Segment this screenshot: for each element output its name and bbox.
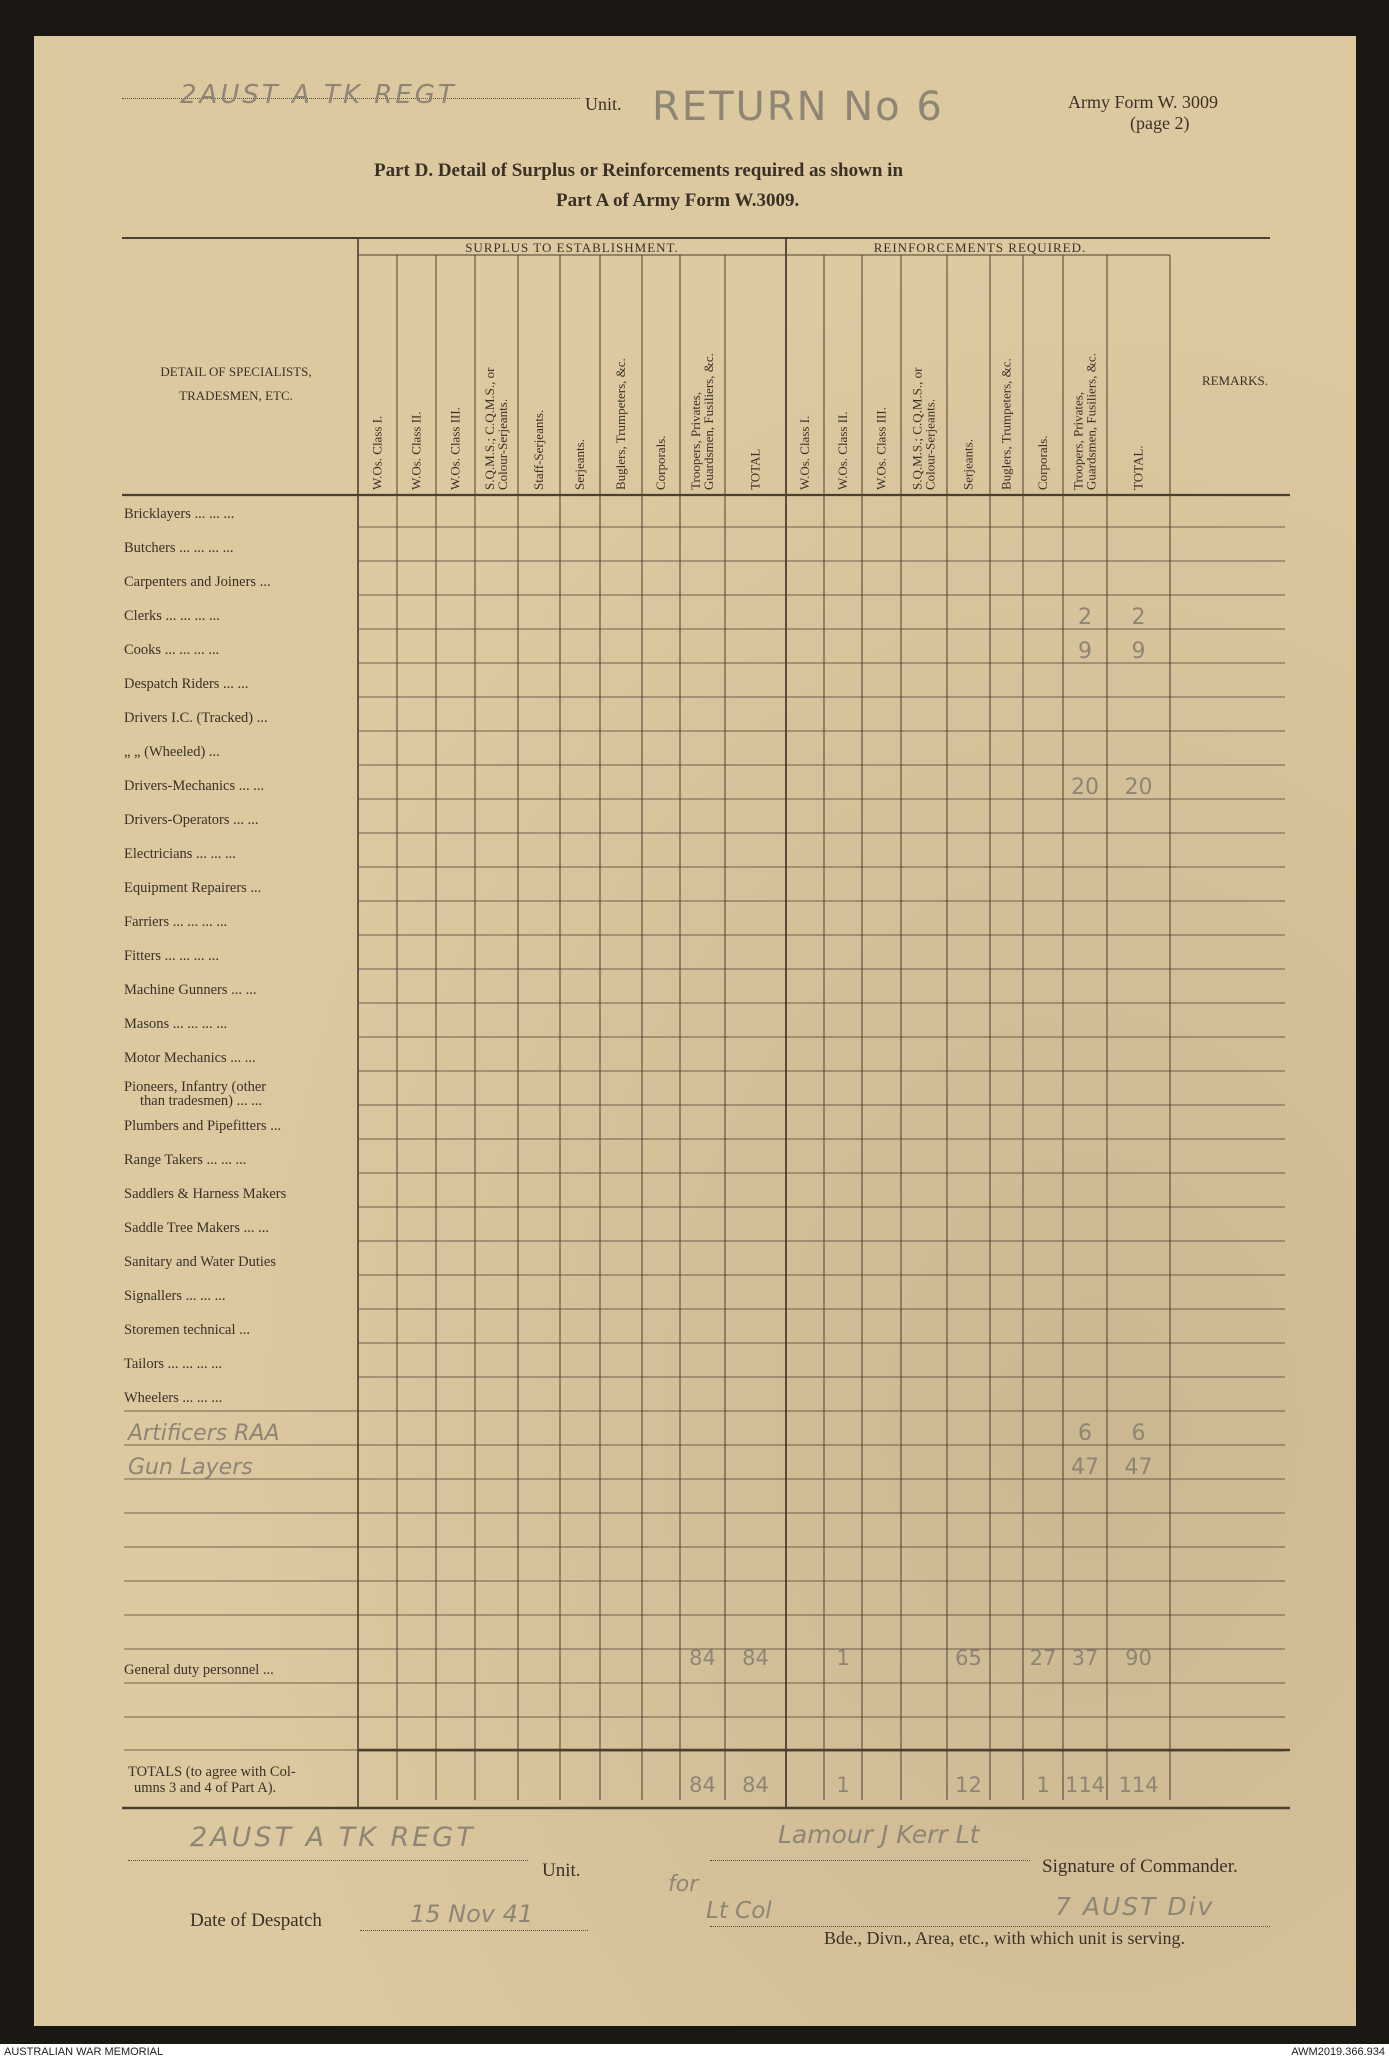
gd-surplus-total: 84 [742,1646,769,1670]
row-label: Sanitary and Water Duties [124,1254,276,1270]
row-label: Cooks ... ... ... ... [124,642,220,658]
row-label: Clerks ... ... ... ... [124,608,220,624]
totals-reinf-serjeants: 12 [955,1773,982,1797]
reinf-column-header: Buglers, Trumpeters, &c. [998,358,1014,490]
row-label: Despatch Riders ... ... [124,676,249,692]
return-number: RETURN No 6 [652,84,944,130]
total-entry: 47 [1124,1455,1153,1480]
remarks-header: REMARKS. [1201,373,1269,388]
row-label: Butchers ... ... ... ... [124,540,234,556]
page-subtitle: Part A of Army Form W.3009. [556,190,800,211]
troopers-entry: 2 [1078,605,1092,630]
reinforcements-header: REINFORCEMENTS REQUIRED. [873,240,1087,255]
row-label: Bricklayers ... ... ... [124,506,235,522]
page-title: Part D. Detail of Surplus or Reinforcements required as shown in [374,160,904,181]
row-label: Drivers I.C. (Tracked) ... [124,710,268,726]
archive-name: AUSTRALIAN WAR MEMORIAL [4,2046,164,2058]
total-entry: 9 [1131,639,1146,664]
signature-label: Signature of Commander. [1042,1856,1238,1877]
totals-label: TOTALS (to agree with Col- [128,1764,296,1780]
archive-footer [0,2044,1389,2061]
total-entry: 2 [1131,605,1146,630]
reinf-column-header: W.Os. Class III. [873,407,889,490]
reinf-column-header: Colour-Serjeants. [922,398,938,490]
division-line [710,1926,1270,1927]
row-label: Range Takers ... ... ... [124,1152,247,1168]
totals-reinf-corporals: 1 [1036,1773,1050,1797]
row-label: Plumbers and Pipefitters ... [124,1118,282,1134]
unit-label: Unit. [585,94,622,114]
row-label: Pioneers, Infantry (other [124,1079,267,1095]
surplus-column-header: S.Q.M.S.; C.Q.M.S., or [482,367,497,490]
row-label: Masons ... ... ... ... [124,1016,228,1032]
signature-line [710,1860,1030,1861]
row-label: Tailors ... ... ... ... [124,1356,223,1372]
bde-label: Bde., Divn., Area, etc., with which unit is serving. [824,1928,1185,1948]
row-label: Saddle Tree Makers ... ... [124,1220,269,1236]
troopers-entry: 6 [1078,1421,1092,1446]
surplus-column-header: W.Os. Class III. [447,407,463,490]
row-label: Drivers-Mechanics ... ... [124,778,265,794]
totals-surplus-total: 84 [742,1773,769,1797]
gd-surplus-troopers: 84 [689,1646,716,1670]
surplus-column-header: Colour-Serjeants. [495,398,510,490]
row-label-handwritten: Artificers RAA [128,1421,280,1446]
row-label: Machine Gunners ... ... [124,982,257,998]
detail-header-2: TRADESMEN, ETC. [179,388,293,403]
archive-accession: AWM2019.366.934 [1291,2046,1385,2058]
totals-reinf-wo2: 1 [836,1773,850,1797]
surplus-column-header: TOTAL [747,448,763,490]
row-label: Farriers ... ... ... ... [124,914,228,930]
reinf-column-header: Troopers, Privates, [1070,391,1086,490]
surplus-column-header: Serjeants. [572,439,587,490]
footer-unit-handwritten: 2AUST A TK REGT [190,1822,476,1853]
gd-reinf-total: 90 [1125,1646,1152,1670]
row-label-handwritten: Gun Layers [128,1455,253,1480]
surplus-column-header: Staff-Serjeants. [531,409,546,490]
surplus-column-header: W.Os. Class I. [369,415,385,490]
commander-signature: Lamour J Kerr Lt [778,1820,980,1849]
form-id: Army Form W. 3009 [1068,92,1219,112]
troopers-entry: 20 [1071,775,1099,800]
surplus-column-header: Troopers, Privates, [688,391,703,490]
gd-reinf-serjeants: 65 [955,1646,982,1670]
row-label: Carpenters and Joiners ... [124,574,271,590]
reinf-column-header: TOTAL. [1130,445,1146,490]
total-entry: 6 [1131,1421,1146,1446]
troopers-entry: 9 [1078,639,1092,664]
gd-reinf-corporals: 27 [1029,1646,1057,1670]
unit-handwritten: 2AUST A TK REGT [180,80,457,110]
row-label: Saddlers & Harness Makers [124,1186,287,1202]
row-label: Electricians ... ... ... [124,846,236,862]
row-label: Wheelers ... ... ... [124,1390,223,1406]
troopers-entry: 47 [1071,1455,1099,1480]
division-handwritten: 7 AUST Div [1055,1892,1215,1921]
totals-reinf-troopers: 114 [1064,1773,1106,1797]
row-label: Drivers-Operators ... ... [124,812,259,828]
reinf-column-header: W.Os. Class II. [835,411,850,490]
reinf-column-header: Serjeants. [960,439,976,490]
row-label: „ „ (Wheeled) ... [124,744,220,760]
date-of-despatch-label: Date of Despatch [190,1910,322,1931]
totals-label-continued: umns 3 and 4 of Part A). [134,1780,277,1796]
row-label: Motor Mechanics ... ... [124,1050,256,1066]
row-label: Fitters ... ... ... ... [124,948,220,964]
row-label: Signallers ... ... ... [124,1288,226,1304]
row-label: Storemen technical ... [124,1322,251,1338]
surplus-header: SURPLUS TO ESTABLISHMENT. [465,240,679,255]
date-line [360,1930,588,1931]
footer-unit-line [128,1860,528,1861]
surplus-column-header: Buglers, Trumpeters, &c. [613,358,628,490]
totals-reinf-total: 114 [1118,1773,1159,1797]
date-handwritten: 15 Nov 41 [410,1900,534,1928]
footer-unit-label: Unit. [542,1860,581,1881]
surplus-column-header: W.Os. Class II. [408,411,424,490]
row-label: General duty personnel ... [124,1662,274,1678]
form-page: (page 2) [1130,113,1190,133]
reinf-column-header: Corporals. [1035,435,1050,490]
row-label-continued: than tradesmen) ... ... [140,1093,263,1109]
reinf-column-header: S.Q.M.S.; C.Q.M.S., or [909,367,925,490]
totals-surplus-troopers: 84 [689,1773,716,1797]
gd-reinf-wo2: 1 [836,1646,850,1670]
surplus-column-header: Guardsmen, Fusiliers, &c. [701,353,716,490]
surplus-column-header: Corporals. [653,435,668,490]
row-label: Equipment Repairers ... [124,880,262,896]
for-handwritten: for [668,1872,699,1897]
ltcol-handwritten: Lt Col [706,1898,772,1924]
reinf-column-header: Guardsmen, Fusiliers, &c. [1083,353,1099,490]
gd-reinf-troopers: 37 [1071,1646,1099,1670]
total-entry: 20 [1124,775,1153,800]
reinf-column-header: W.Os. Class I. [797,415,812,490]
detail-header: DETAIL OF SPECIALISTS, [160,364,312,379]
